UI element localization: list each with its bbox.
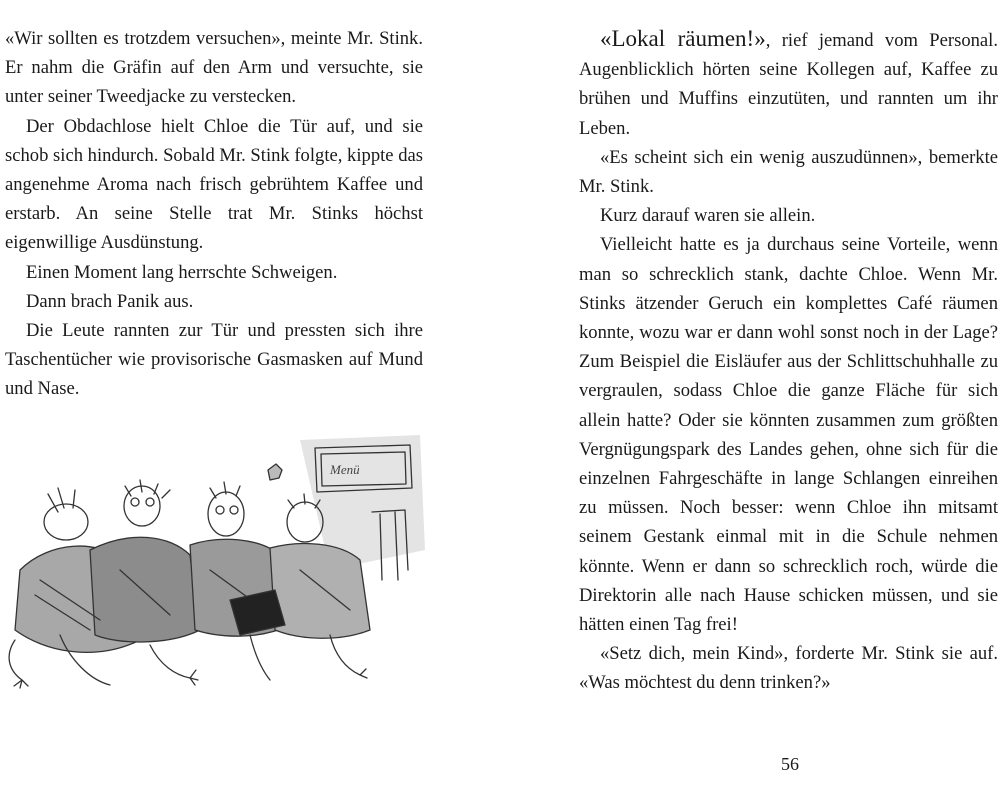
right-page-text [579,24,998,698]
page-number: 56 [781,754,799,774]
paragraph: Kurz darauf waren sie allein. [600,205,816,227]
paragraph: «Wir sollten es trotzdem versuchen», meinte Mr. Stink. Er nahm die Gräfin auf den Arm und versuchte, sie unter seiner Tweedjacke zu verstecken. [5,28,423,108]
paragraph [579,24,998,143]
menu-sign-text: Menü [330,462,360,477]
paragraph: Die Leute rannten zur Tür und pressten sich ihre Taschentücher wie provisorische Gasmasken auf Mund und Nase. [5,320,423,400]
paragraph: «Setz dich, mein Kind», forderte Mr. Stink sie auf. «Was möchtest du denn trinken?» [579,643,998,694]
paragraph: Dann brach Panik aus. [26,290,194,312]
paragraph: Der Obdachlose hielt Chloe die Tür auf, und sie schob sich hindurch. Sobald Mr. Stink folgte, kippte das angenehme Aroma nach frisch gebrühtem Kaffee und erstarb. An seine Stelle trat Mr. Stinks höchst eigenwillige Ausdünstung. [5,115,423,254]
paragraph: Einen Moment lang herrschte Schweigen. [26,261,338,283]
left-page-text [5,24,423,404]
shout-emphasis: «Lokal räumen!» [600,26,766,51]
paragraph-text: , rief jemand vom Personal. Augenblicklich hörten seine Kollegen auf, Kaffee zu brühen und Muffins einzutüten, und rannten um ihr Leben. [579,30,998,139]
panicked-crowd-illustration [0,430,428,690]
paragraph: Vielleicht hatte es ja durchaus seine Vorteile, wenn man so schrecklich stank, dachte Chloe. Wenn Mr. Stinks ätzender Geruch ein komplettes Café räumen konnte, wozu war er dann wohl sonst noch in der Lage? Zum Beispiel die Eisläufer aus der Schlittschuhhalle zu vergraulen, sodass Chloe die ganze Fläche für sich allein hatte? Oder sie könnten zusammen zum größten Vergnügungspark des Landes gehen, ohne sich für die einzelnen Fahrgeschäfte in lange Schlangen einreihen zu müssen. Noch besser: wenn Chloe ihn mitsamt seinem Gestank einmal mit in die Schule nehmen könnte. Wenn er dann so schrecklich roch, würde die Direktorin alle nach Hause schicken müssen, und sie hätten einen Tag frei! [579,234,998,636]
paragraph: «Es scheint sich ein wenig auszudünnen», bemerkte Mr. Stink. [579,146,998,198]
